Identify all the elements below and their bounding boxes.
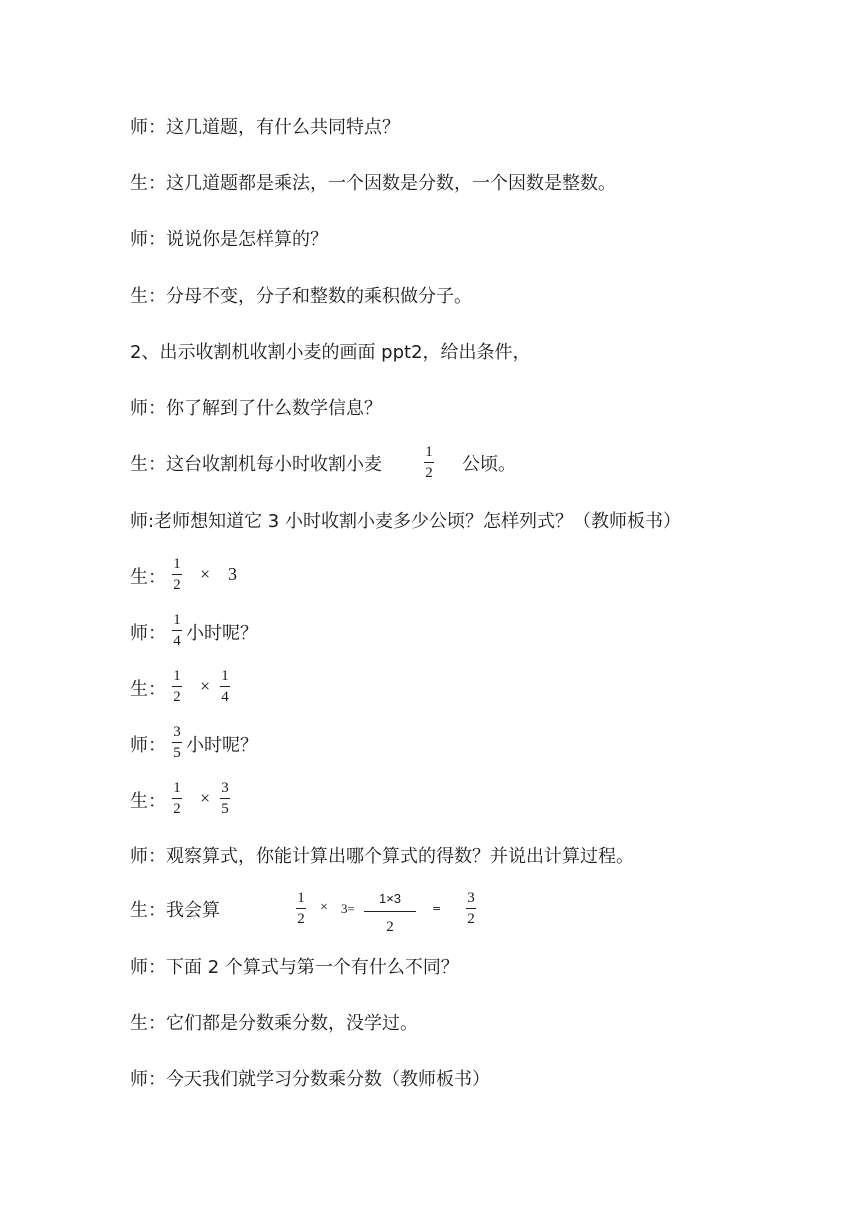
times-sign: × bbox=[200, 564, 211, 584]
dialogue-line-1: 师：这几道题，有什么共同特点？ bbox=[130, 117, 400, 138]
question-text: 小时呢？ bbox=[186, 735, 258, 756]
speaker-label: 生： bbox=[130, 791, 166, 812]
speaker-label: 生： bbox=[130, 567, 166, 588]
info-prefix: 生：这台收割机每小时收割小麦 bbox=[130, 454, 382, 475]
dialogue-line-2: 生：这几道题都是乘法，一个因数是分数，一个因数是整数。 bbox=[130, 173, 616, 194]
dialogue-line-8: 师：下面 2 个算式与第一个有什么不同？ bbox=[130, 957, 459, 978]
dialogue-line-3: 师：说说你是怎样算的？ bbox=[130, 229, 328, 250]
times-sign: × bbox=[320, 900, 328, 915]
equals-sign: = bbox=[432, 902, 442, 915]
result-fraction: 3 2 bbox=[467, 890, 475, 927]
fraction-half: 1 2 bbox=[425, 444, 433, 481]
times-sign: × bbox=[200, 788, 211, 808]
times-sign: × bbox=[200, 676, 211, 696]
fraction: 1 2 bbox=[173, 780, 181, 817]
fraction: 1 2 bbox=[297, 890, 305, 927]
product-numerator: 1×3 bbox=[378, 891, 402, 906]
step-heading: 2、出示收割机收割小麦的画面 ppt2，给出条件， bbox=[130, 342, 531, 363]
speaker-label: 生： bbox=[130, 679, 166, 700]
dialogue-line-5: 师：你了解到了什么数学信息？ bbox=[130, 398, 382, 419]
fraction-bar bbox=[364, 911, 416, 912]
fraction: 1 4 bbox=[221, 668, 229, 705]
speaker-label: 师： bbox=[130, 735, 166, 756]
fraction: 3 5 bbox=[173, 724, 181, 761]
info-suffix: 公顷。 bbox=[462, 454, 516, 475]
fraction: 1 2 bbox=[173, 556, 181, 593]
integer-equals: 3= bbox=[341, 901, 355, 916]
fraction: 1 4 bbox=[173, 612, 181, 649]
integer: 3 bbox=[228, 564, 237, 584]
product-fraction bbox=[364, 890, 416, 936]
dialogue-line-6: 师:老师想知道它 3 小时收割小麦多少公顷？怎样列式？（教师板书） bbox=[130, 511, 681, 532]
question-text: 小时呢？ bbox=[186, 623, 258, 644]
dialogue-line-10: 师：今天我们就学习分数乘分数（教师板书） bbox=[130, 1069, 490, 1090]
dialogue-line-9: 生：它们都是分数乘分数，没学过。 bbox=[130, 1013, 418, 1034]
dialogue-line-7: 师：观察算式，你能计算出哪个算式的得数？并说出计算过程。 bbox=[130, 846, 634, 867]
product-denominator: 2 bbox=[386, 919, 394, 935]
speaker-label: 生：我会算 bbox=[130, 900, 220, 921]
fraction: 1 2 bbox=[173, 668, 181, 705]
fraction: 3 5 bbox=[221, 780, 229, 817]
dialogue-line-4: 生：分母不变，分子和整数的乘积做分子。 bbox=[130, 286, 472, 307]
speaker-label: 师： bbox=[130, 623, 166, 644]
